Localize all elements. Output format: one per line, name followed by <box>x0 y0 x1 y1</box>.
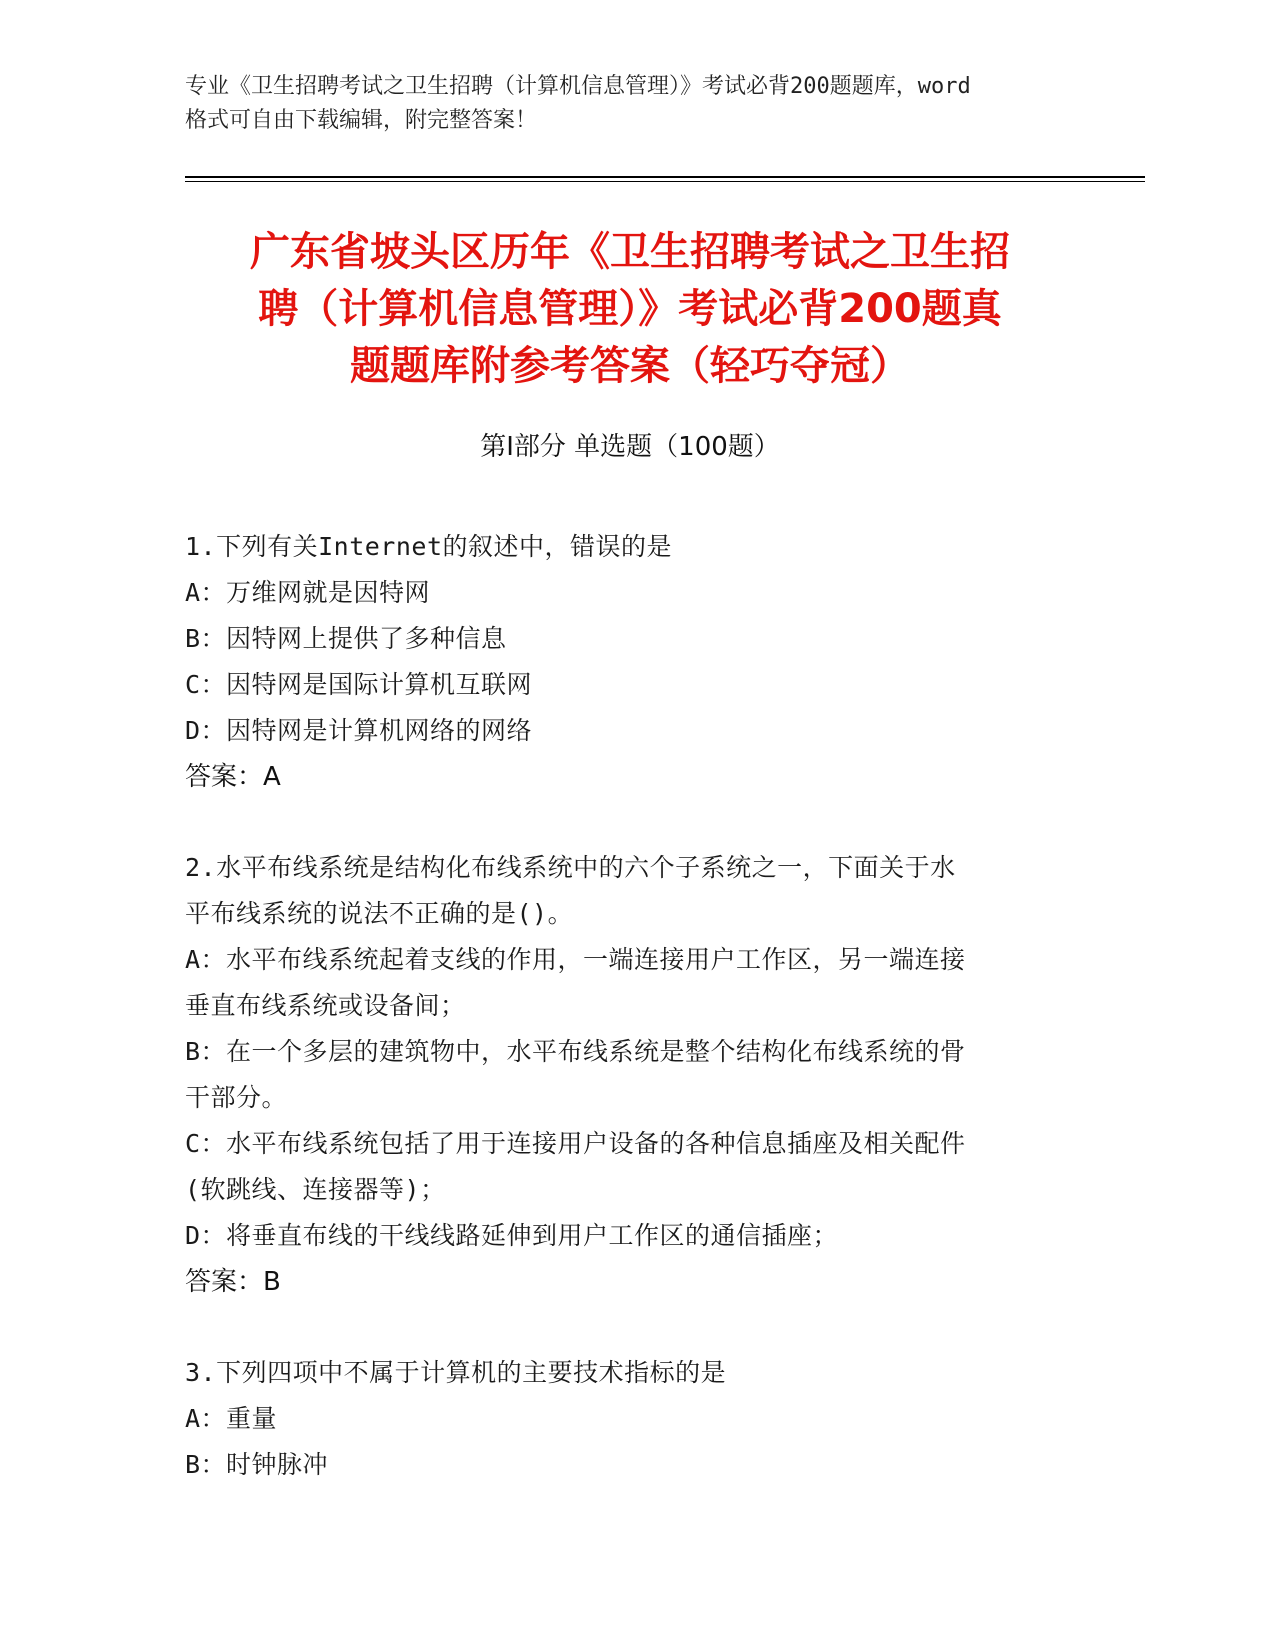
question-option: A：万维网就是因特网 <box>185 578 431 607</box>
title-line: 题题库附参考答案（轻巧夺冠） <box>350 343 910 389</box>
header-note-line: 格式可自由下载编辑，附完整答案！ <box>185 108 538 133</box>
header-note-line: 专业《卫生招聘考试之卫生招聘（计算机信息管理）》考试必背200题题库，word <box>185 74 971 99</box>
question-option: D：将垂直布线的干线线路延伸到用户工作区的通信插座； <box>185 1221 839 1250</box>
question-option: A：重量 <box>185 1404 278 1433</box>
question-item <box>185 845 1065 1305</box>
question-stem: 平布线系统的说法不正确的是()。 <box>185 899 574 928</box>
question-item <box>185 1350 1065 1488</box>
question-option-continued: (软跳线、连接器等)； <box>185 1175 446 1204</box>
question-answer: 答案：A <box>185 762 281 792</box>
title-line: 广东省坡头区历年《卫生招聘考试之卫生招 <box>250 229 1010 275</box>
question-option: D：因特网是计算机网络的网络 <box>185 716 533 745</box>
question-option: B：在一个多层的建筑物中，水平布线系统是整个结构化布线系统的骨 <box>185 1037 966 1066</box>
question-answer: 答案：B <box>185 1267 281 1297</box>
question-stem: 2.水平布线系统是结构化布线系统中的六个子系统之一，下面关于水 <box>185 853 956 882</box>
document-title <box>185 224 1075 395</box>
header-divider-thin <box>185 181 1145 182</box>
question-option-continued: 干部分。 <box>185 1083 288 1112</box>
section-heading: 第Ⅰ部分 单选题（100题） <box>480 432 780 462</box>
header-divider <box>185 176 1145 178</box>
question-option: B：时钟脉冲 <box>185 1450 329 1479</box>
header-note <box>185 70 1085 138</box>
question-stem: 1.下列有关Internet的叙述中，错误的是 <box>185 532 673 561</box>
title-line: 聘（计算机信息管理）》考试必背200题真 <box>258 286 1002 332</box>
question-option: A：水平布线系统起着支线的作用，一端连接用户工作区，另一端连接 <box>185 945 966 974</box>
question-item <box>185 524 1065 800</box>
question-option: C：水平布线系统包括了用于连接用户设备的各种信息插座及相关配件 <box>185 1129 966 1158</box>
question-option-continued: 垂直布线系统或设备间； <box>185 991 466 1020</box>
question-option: C：因特网是国际计算机互联网 <box>185 670 533 699</box>
question-stem: 3.下列四项中不属于计算机的主要技术指标的是 <box>185 1358 727 1387</box>
question-option: B：因特网上提供了多种信息 <box>185 624 507 653</box>
question-list <box>185 524 1065 1533</box>
